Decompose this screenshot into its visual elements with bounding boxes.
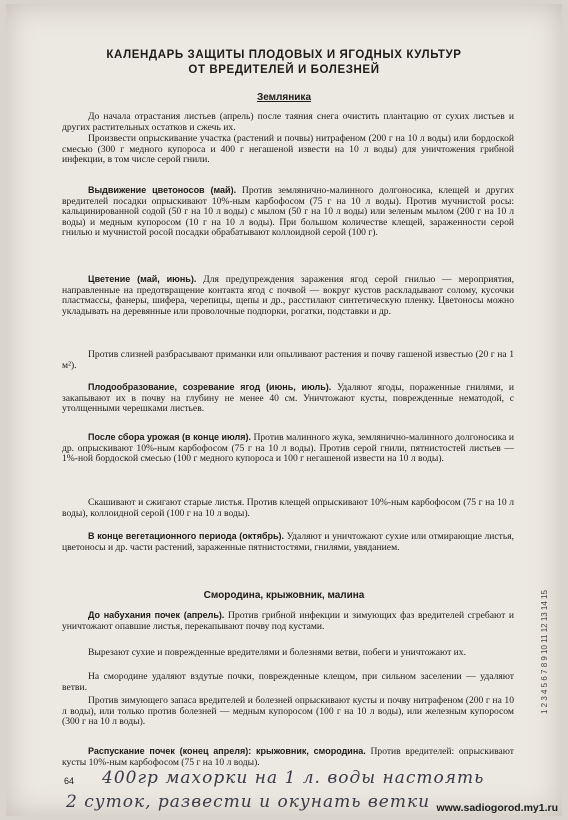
paragraph-14 [62, 746, 514, 768]
paragraph-7-text: Против малинного жука, землянично-малинного долгоносика и др. опрыскивают 10%-ным карбофосом (75 г на 10 л воды). Против серой гнили, пятнистостей листьев — 1%-ной бордоской смесью (100 г медного купороса и 100 г негашеной извести на 10 л воды). [62, 432, 515, 465]
paragraph-6-text: Удаляют ягоды, пораженные гнилями, и закапывают их в почву на глубину не менее 40 см. Уничтожают кусты, поврежденные нематодой, с утолщенными черешками листьев. [62, 382, 514, 415]
title-line-1: КАЛЕНДАРЬ ЗАЩИТЫ ПЛОДОВЫХ И ЯГОДНЫХ КУЛЬТУР [106, 49, 462, 61]
paragraph-3-text: Против землянично-малинного долгоносика, клещей и других вредителей посадки опрыскивают 10%-ным карбофосом (75 г на 10 л воды). Против мучнистой росы: кальцинированной содой (50 г на 10 л воды) с мылом (50 г на 10 л воды) или зеленым мылом (200 г на 10 л воды) и медным купоросом (10 г на 10 л воды). При большом количестве клещей, зараженности серой гнилью и мучнистой росой посадки обрабатывают коллоидной серой (100 г). [62, 185, 514, 239]
handwritten-note-line-2: 2 суток, развести и окунать ветки [66, 792, 431, 812]
paragraph-9-text: Удаляют и уничтожают сухие или отмирающие листья, цветоносы и др. части растений, зараженные пятнистостями, гнилями, увяданием. [62, 531, 515, 553]
paragraph-9-heading: В конце вегетационного периода (октябрь). [88, 531, 285, 541]
paragraph-2: Произвести опрыскивание участка (растений и почвы) нитрафеном (200 г на 10 л воды) или бордоской смесью (300 г медного купороса и 400 г негашеной извести на 10 л воды) для уничтожения грибной инфекции, в том числе серой гнили. [62, 133, 514, 166]
paragraph-7-heading: После сбора урожая (в конце июля). [88, 432, 251, 442]
document-page [6, 4, 562, 816]
section-heading-strawberry: Земляника [256, 92, 312, 103]
section-heading-currant: Смородина, крыжовник, малина [203, 590, 365, 601]
paragraph-14-text: Против вредителей: опрыскивают кусты 10%-ным карбофосом (75 г на 10 л воды). [62, 746, 515, 768]
paragraph-9 [62, 531, 514, 553]
paragraph-14-heading: Распускание почек (конец апреля): крыжовник, смородина. [88, 746, 366, 756]
paragraph-11: Вырезают сухие и поврежденные вредителями и болезнями ветви, побеги и уничтожают их. [88, 647, 467, 658]
paragraph-4 [62, 274, 514, 317]
paragraph-4-text: Для предупреждения заражения ягод серой гнилью — мероприятия, направленные на предотвращение контакта ягод с почвой — вокруг кустов раскладывают солому, кусочки пластмассы, фанеры, шифера, черепицы, щепы и др., расстилают синтетическую пленку. Цветоносы можно укладывать на деревянные или проволочные подпорки, рогатки, подставки и др. [62, 274, 514, 317]
paragraph-6 [62, 382, 514, 415]
margin-ruler-marks: 1 2 3 4 5 6 7 8 9 10 11 12 13 14 15 [540, 590, 549, 714]
paragraph-13: Против зимующего запаса вредителей и болезней опрыскивают кусты и почву нитрафеном (200 г на 10 л воды), или только против болезней — медным купоросом (100 г на 10 л воды), или железным купоросом (300 г на 10 л воды). [62, 695, 514, 728]
paragraph-12: На смородине удаляют вздутые почки, поврежденные клещом, при сильном заселении — удаляют ветви. [62, 671, 514, 693]
watermark: www.sadiogorod.my1.ru [436, 802, 558, 814]
document-title [46, 48, 522, 78]
title-line-2: ОТ ВРЕДИТЕЛЕЙ И БОЛЕЗНЕЙ [188, 64, 380, 76]
paragraph-10-heading: До набухания почек (апрель). [88, 610, 225, 620]
paragraph-1: До начала отрастания листьев (апрель) после таяния снега очистить плантацию от сухих листьев и других растительных остатков и сжечь их. [62, 111, 514, 133]
paragraph-10-text: Против грибной инфекции и зимующих фаз вредителей сгребают и уничтожают опавшие листья, перекапывают почву под кустами. [62, 610, 514, 632]
paragraph-8: Скашивают и сжигают старые листья. Против клещей опрыскивают 10%-ным карбофосом (75 г на 10 л воды), коллоидной серой (100 г на 10 л воды). [62, 497, 514, 519]
paragraph-7 [62, 432, 514, 465]
paragraph-4-heading: Цветение (май, июнь). [88, 274, 197, 284]
handwritten-note-line-1: 400гр махорки на 1 л. воды настоять [102, 768, 485, 788]
page-number: 64 [64, 776, 75, 786]
paragraph-5: Против слизней разбрасывают приманки или опыливают растения и почву гашеной известью (20 г на 1 м²). [62, 349, 514, 371]
paragraph-10 [62, 610, 514, 632]
paragraph-6-heading: Плодообразование, созревание ягод (июнь, июль). [88, 382, 332, 392]
paragraph-3-heading: Выдвижение цветоносов (май). [88, 185, 237, 195]
paragraph-3 [62, 185, 514, 239]
